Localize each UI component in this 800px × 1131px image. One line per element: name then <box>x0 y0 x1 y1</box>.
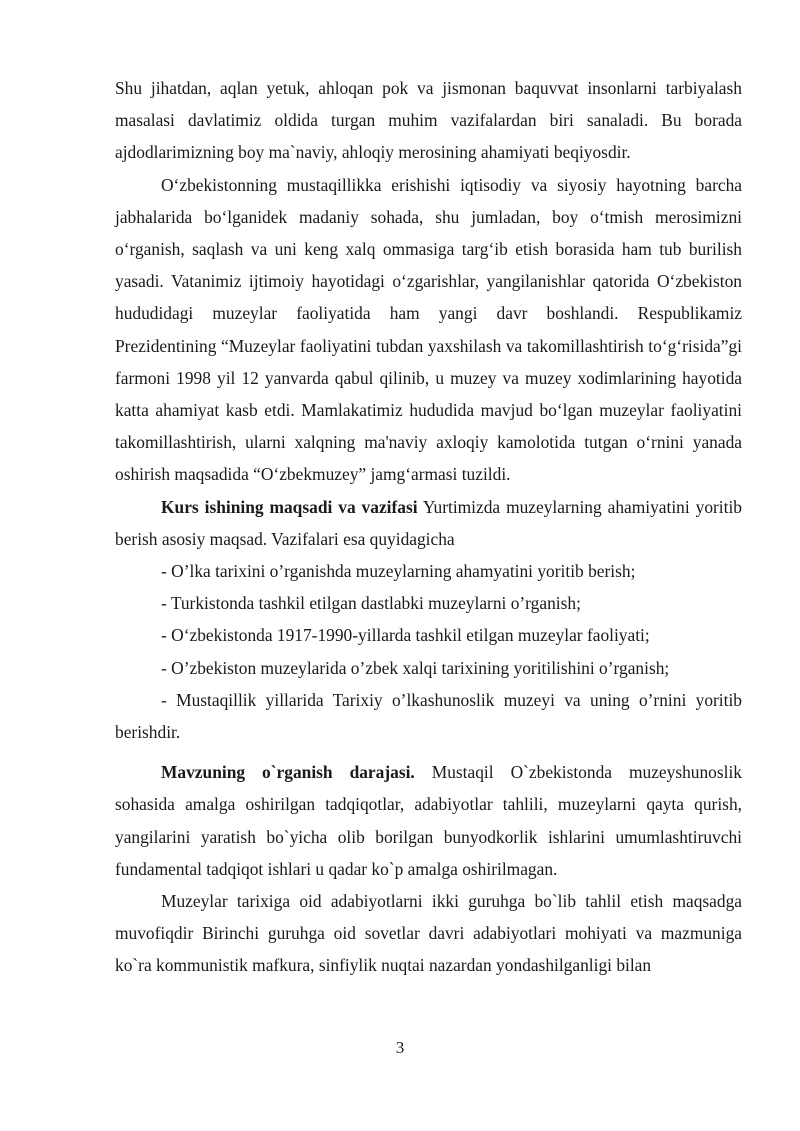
list-item: - Mustaqillik yillarida Tarixiy o’lkashunoslik muzeyi va uning o’rnini yoritib berishdir. <box>115 689 742 743</box>
paragraph-course-goal <box>115 491 742 555</box>
paragraph-literature: Muzeylar tarixiga oid adabiyotlarni ikki guruhga bo`lib tahlil etish maqsadga muvofiqdir Birinchi guruhga oid sovetlar davri adabiyotlari mohiyati va mazmuniga ko`ra kommunistik mafkura, sinfiylik nuqtai nazardan yondashilganligi bilan <box>115 891 742 976</box>
paragraph-independence: O‘zbekistonning mustaqillikka erishishi iqtisodiy va siyosiy hayotning barcha jabhalarida bo‘lganidek madaniy sohada, shu jumladan, boy o‘tmish merosimizni o‘rganish, saqlash va uni keng xalq ommasiga targ‘ib etish borasida ham tub burilish yasadi. Vatanimiz ijtimoiy hayotidagi o‘zgarishlar, yangilanishlar qatorida O‘zbekiston hududidagi muzeylar faoliyatida ham yangi davr boshlandi. Respublikamiz Prezidentining “Muzeylar faoliyatini tubdan yaxshilash va takomillashtirish to‘g‘risida”gi farmoni 1998 yil 12 yanvarda qabul qilinib, u muzey va muzey xodimlarining hayotida katta ahamiyat kasb etdi. Mamlakatimiz hududida mavjud bo‘lgan muzeylar faoliyatini takomillashtirish, ularni xalqning ma'naviy axloqiy kamolotida tutgan o‘rnini yanada oshirish maqsadida “O‘zbekmuzey” jamg‘armasi tuzildi. <box>115 174 742 485</box>
page-number: 3 <box>395 1038 405 1057</box>
list-item: - O’lka tarixini o’rganishda muzeylarning ahamyatini yoritib berish; <box>161 561 636 582</box>
course-goal-heading: Kurs ishining maqsadi va vazifasi <box>161 496 418 517</box>
study-level-heading: Mavzuning o`rganish darajasi. <box>161 762 415 783</box>
list-item: - O’zbekiston muzeylarida o’zbek xalqi tarixining yoritilishini o’rganish; <box>161 657 670 678</box>
document-page <box>115 72 742 982</box>
course-goal-text: Yurtimizda muzeylarning ahamiyatini yoritib berish asosiy maqsad. Vazifalari esa quyidagicha <box>115 496 742 549</box>
study-level-text: Mustaqil O`zbekistonda muzeyshunoslik sohasida amalga oshirilgan tadqiqotlar, adabiyotlar tahlili, muzeylarni qayta qurish, yangilarini yaratish bo`yicha olib borilgan bunyodkorlik ishlarini umumlashtiruvchi fundamental tadqiqot ishlari u qadar ko`p amalga oshirilmagan. <box>115 762 742 879</box>
list-item: - Turkistonda tashkil etilgan dastlabki muzeylarni o’rganish; <box>161 593 581 614</box>
list-item: - O‘zbekistonda 1917-1990-yillarda tashkil etilgan muzeylar faoliyati; <box>161 625 650 646</box>
paragraph-intro: Shu jihatdan, aqlan yetuk, ahloqan pok va jismonan baquvvat insonlarni tarbiyalash masalasi davlatimiz oldida turgan muhim vazifalardan biri sanaladi. Bu borada ajdodlarimizning boy ma`naviy, ahloqiy merosining ahamiyati beqiyosdir. <box>115 78 742 163</box>
paragraph-study-level <box>115 756 742 885</box>
